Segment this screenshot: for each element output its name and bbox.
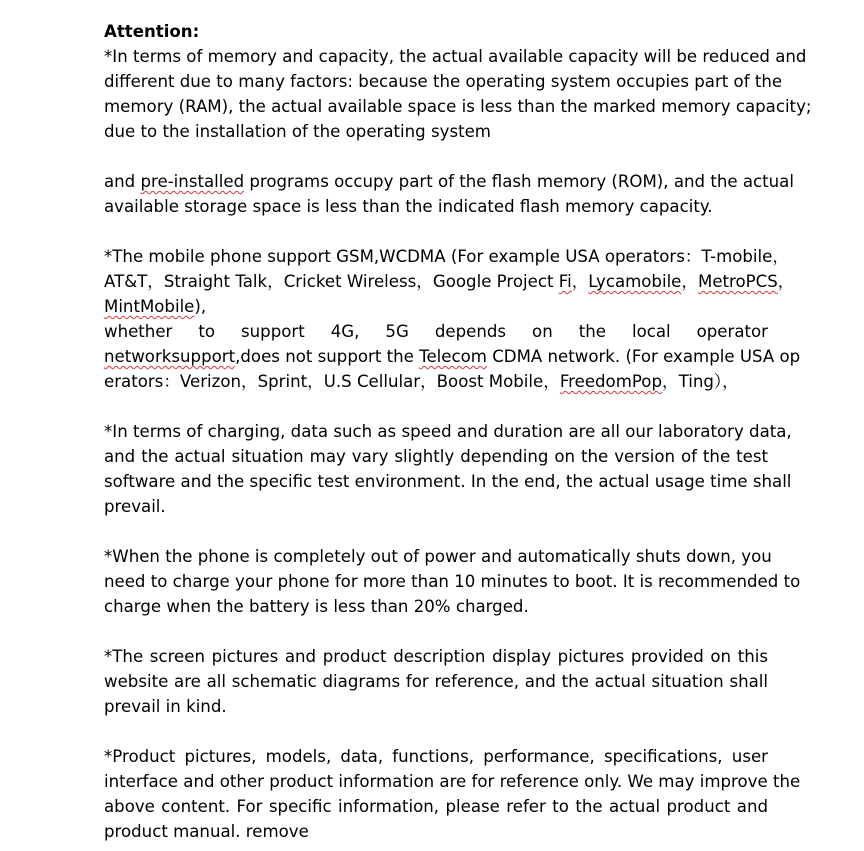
screen-pictures-paragraph [104,644,768,719]
blank-line [104,619,768,644]
text-run: AT&T，Straight Talk，Cricket Wireless，Google Project [104,272,559,291]
text-line [104,294,768,319]
text-run: erators：Verizon，Sprint，U.S Cellular，Boost Mobile， [104,372,560,391]
text-line: above content. For specific information, please refer to the actual product and [104,797,768,816]
spellcheck-flagged-word: Telecom [419,347,487,366]
attention-heading: Attention: [104,22,200,41]
text-run: ， [777,272,795,291]
spellcheck-flagged-word: FreedomPop [559,372,662,391]
text-line [104,344,801,369]
text-line: *Product pictures, models, data, functions, performance, specifications, user [104,747,768,766]
text-line: software and the specific test environment. In the end, the actual usage time shall [104,472,792,491]
text-run: ,does not support the [235,347,420,366]
text-run: and [104,172,141,191]
document-body [104,19,812,844]
text-run: programs occupy part of the flash memory (ROM), and the actual [244,172,794,191]
text-line: product manual. remove [104,822,309,841]
text-run: ), [194,297,207,316]
text-run: CDMA network. (For example USA op [486,347,801,366]
text-line: need to charge your phone for more than 10 minutes to boot. It is recommended to [104,572,801,591]
spellcheck-flagged-word: MetroPCS [698,272,778,291]
text-run: ， [571,272,589,291]
text-line: prevail. [104,497,166,516]
spellcheck-flagged-word: pre-installed [140,172,245,191]
text-line: and the actual situation may vary slightly depending on the version of the test [104,447,768,466]
blank-line [104,394,768,419]
blank-line [104,219,768,244]
text-line: *The mobile phone support GSM,WCDMA (For example USA operators：T-mobile， [104,247,789,266]
text-line [104,269,795,294]
power-off-paragraph [104,544,801,619]
text-line: interface and other product information are for reference only. We may improve the [104,772,801,791]
blank-line [104,519,768,544]
text-run: ，Ting）， [661,372,739,391]
text-line: *When the phone is completely out of power and automatically shuts down, you [104,547,772,566]
text-line: *In terms of memory and capacity, the actual available capacity will be reduced and [104,47,807,66]
text-line [104,369,768,394]
network-support-paragraph [104,244,801,394]
text-run: ， [681,272,698,291]
flash-memory-paragraph [104,169,794,219]
text-line [104,169,794,194]
product-info-paragraph [104,744,801,844]
text-line: website are all schematic diagrams for reference, and the actual situation shall [104,672,768,691]
blank-line [104,719,768,744]
text-line: prevail in kind. [104,697,227,716]
memory-capacity-paragraph [104,44,812,144]
text-line: memory (RAM), the actual available space is less than the marked memory capacity; [104,97,812,116]
spellcheck-flagged-word: networksupport [104,347,236,366]
blank-line [104,144,768,169]
text-line: available storage space is less than the indicated flash memory capacity. [104,197,713,216]
text-line: whether to support 4G, 5G depends on the local operator [104,322,768,341]
text-line: charge when the battery is less than 20% charged. [104,597,529,616]
text-line: *In terms of charging, data such as speed and duration are all our laboratory data, [104,422,792,441]
spellcheck-flagged-word: MintMobile [104,297,195,316]
text-line: due to the installation of the operating system [104,122,491,141]
spellcheck-flagged-word: Fi [558,272,572,291]
text-line: different due to many factors: because the operating system occupies part of the [104,72,783,91]
charging-paragraph [104,419,792,519]
text-line: *The screen pictures and product description display pictures provided on this [104,647,768,666]
spellcheck-flagged-word: Lycamobile [588,272,682,291]
